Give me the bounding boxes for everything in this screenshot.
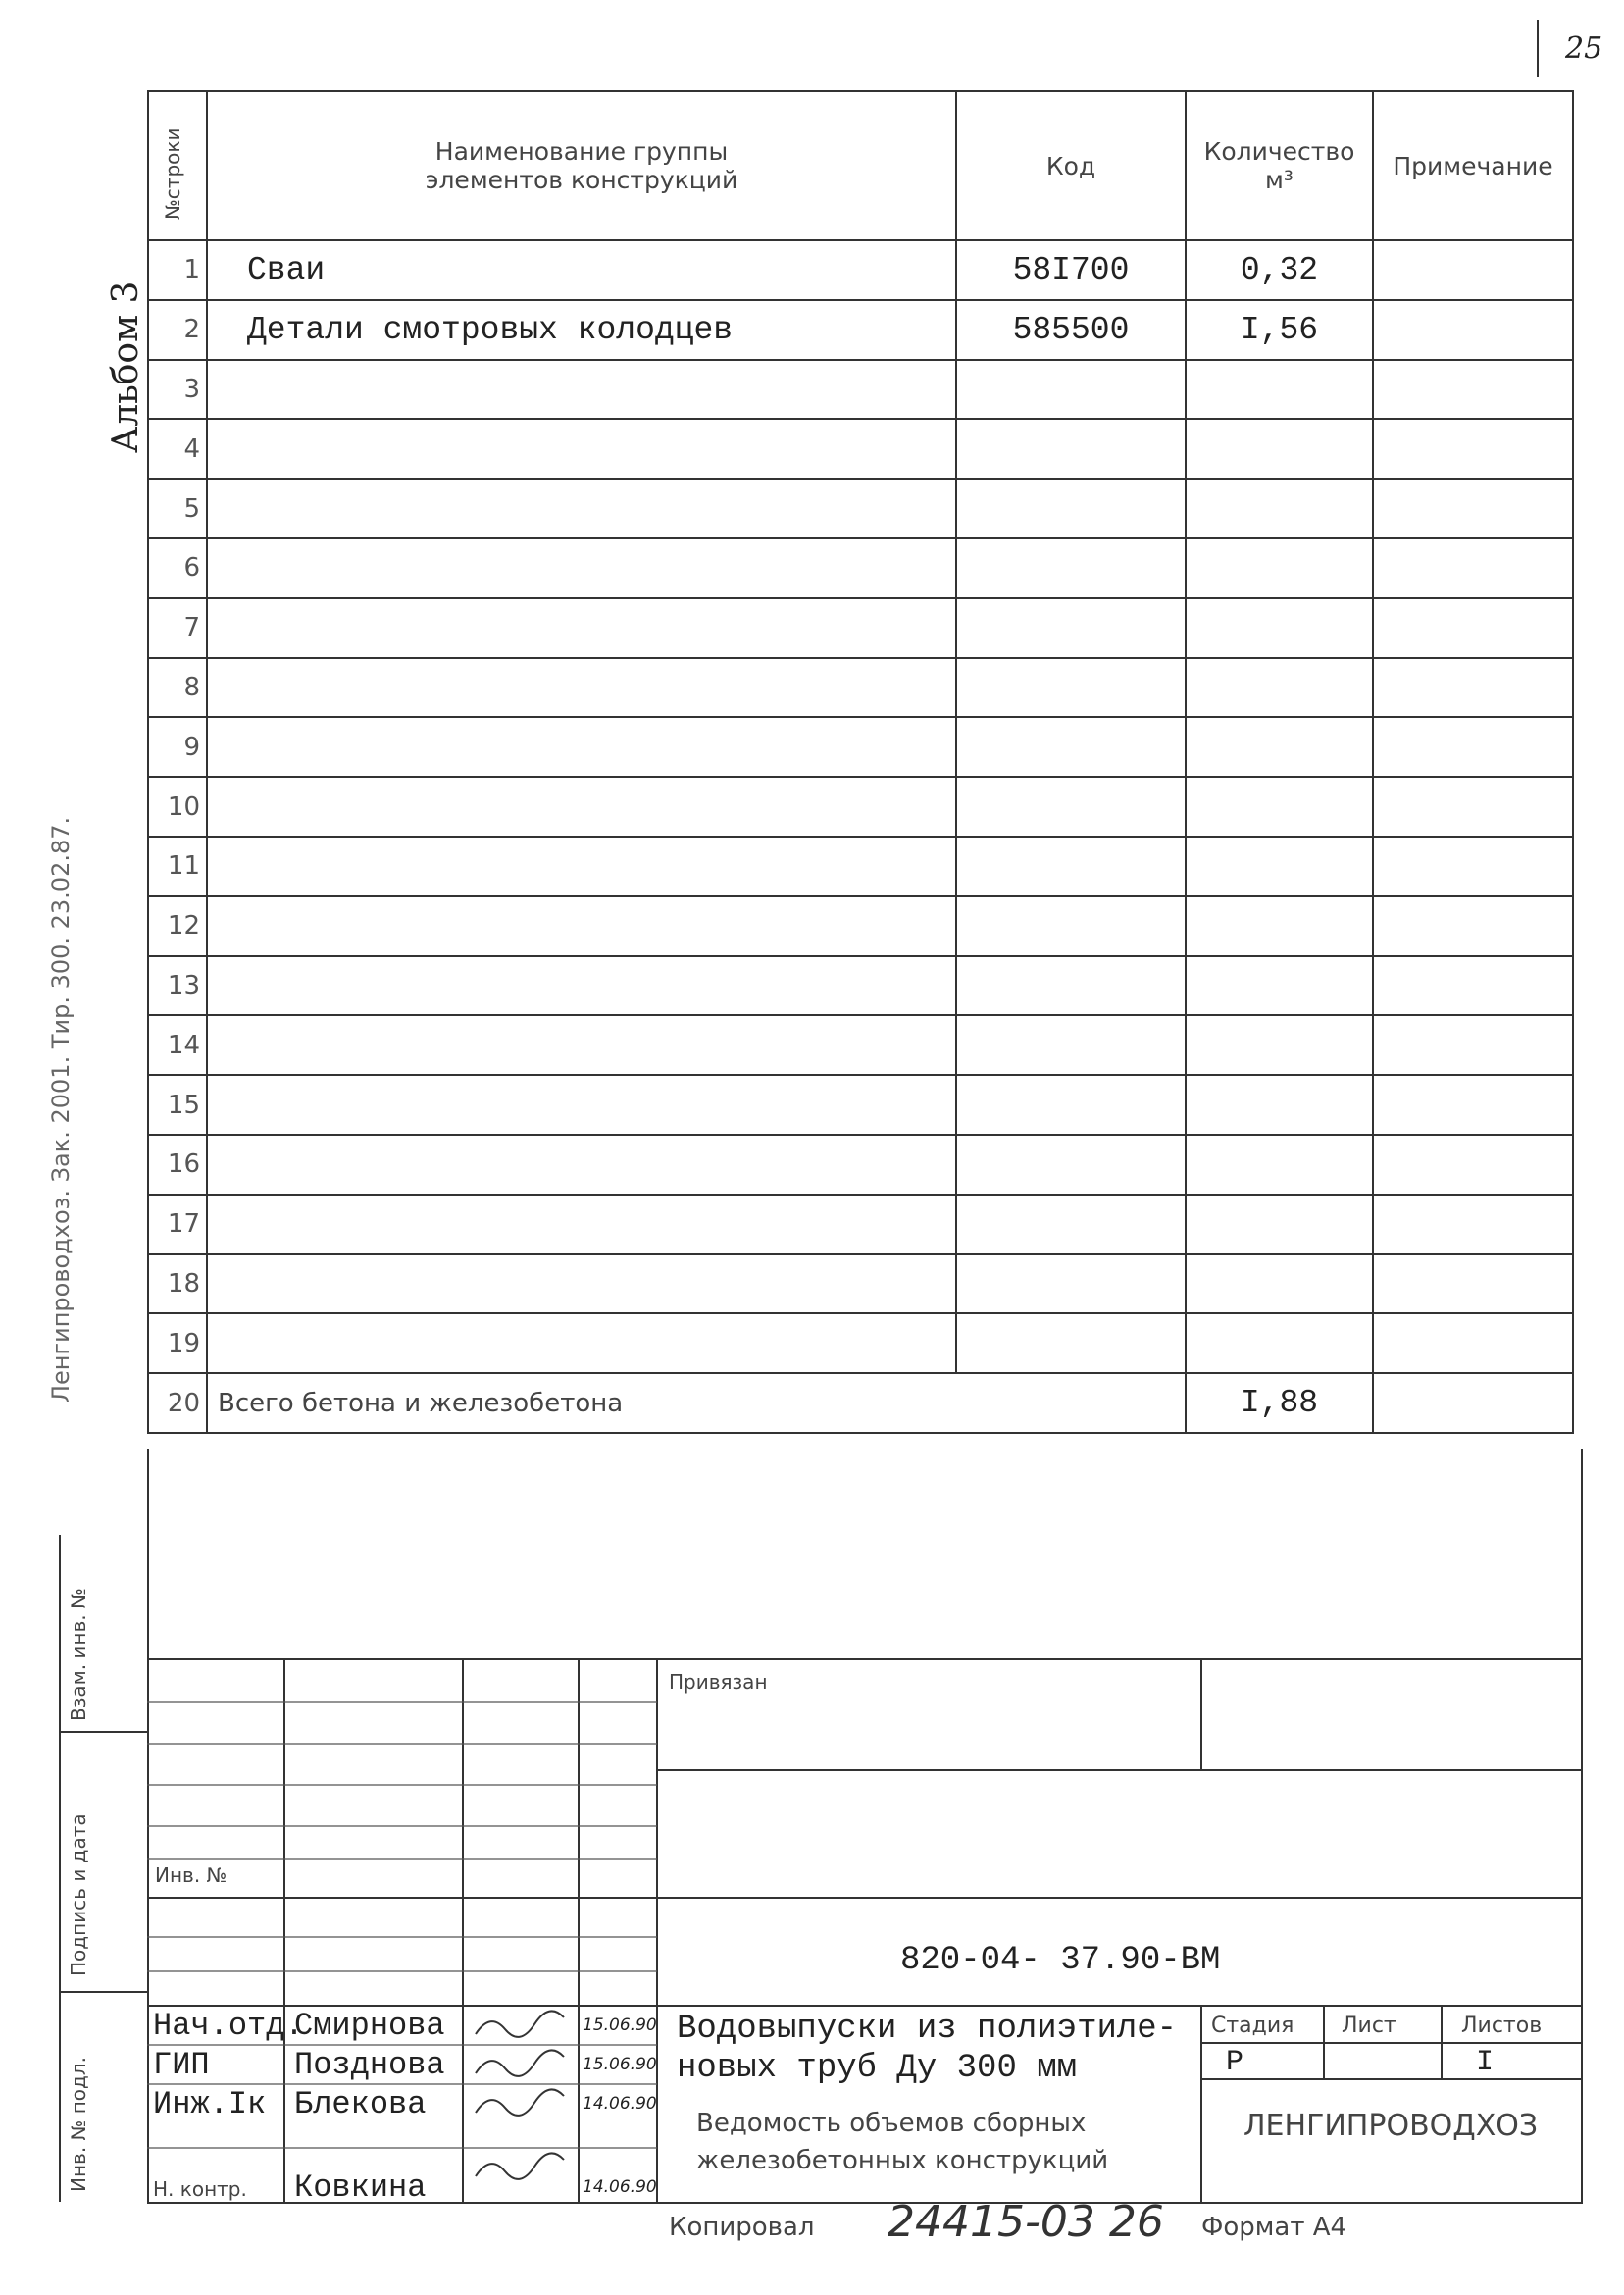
header-note: Примечание	[1373, 91, 1573, 240]
row-number: 4	[148, 419, 207, 479]
row-number: 5	[148, 479, 207, 538]
row-number: 12	[148, 896, 207, 956]
total-row-number: 20	[148, 1373, 207, 1433]
row-name: Сваи	[207, 240, 956, 300]
row-number: 14	[148, 1015, 207, 1075]
row-number: 18	[148, 1254, 207, 1314]
page-number: 25	[1565, 31, 1603, 66]
signer-date: 14.06.90	[583, 2177, 657, 2197]
handwritten-number: 24415-03 26	[888, 2197, 1164, 2247]
row-number: 15	[148, 1075, 207, 1135]
signer-role: Н. контр.	[153, 2177, 247, 2201]
row-number: 7	[148, 598, 207, 658]
header-qty: Количество м³	[1186, 91, 1373, 240]
signer-role: ГИП	[153, 2047, 210, 2083]
row-number: 17	[148, 1195, 207, 1254]
row-number: 3	[148, 360, 207, 420]
copied-label: Копировал	[669, 2213, 815, 2242]
total-label: Всего бетона и железобетона	[207, 1373, 1186, 1433]
row-qty: 0,32	[1186, 240, 1373, 300]
row-number: 16	[148, 1135, 207, 1195]
inv-podl-label: Инв. № подл.	[67, 2057, 90, 2192]
stage-label: Стадия	[1211, 2014, 1294, 2038]
stage-value: Р	[1226, 2046, 1244, 2079]
row-number: 2	[148, 300, 207, 360]
header-name: Наименование группы элементов конструкций	[207, 91, 956, 240]
sheets-label: Листов	[1461, 2014, 1543, 2038]
sheets-value: I	[1476, 2046, 1495, 2079]
privyazan-label: Привязан	[669, 1670, 768, 1694]
row-name: Детали смотровых колодцев	[207, 300, 956, 360]
total-qty: I,88	[1186, 1373, 1373, 1433]
doc-code: 820-04- 37.90-ВМ	[900, 1942, 1221, 1979]
title-line2: новых труб Ду 300 мм	[677, 2050, 1078, 2087]
row-number: 1	[148, 240, 207, 300]
signer-name: Блекова	[294, 2086, 427, 2122]
title-line1: Водовыпуски из полиэтиле-	[677, 2011, 1178, 2048]
signer-name: Смирнова	[294, 2008, 445, 2044]
signer-name: Ковкина	[294, 2169, 427, 2206]
side-note: Ленгипроводхоз. Зак. 2001. Тир. 300. 23.02.87.	[47, 816, 75, 1402]
row-qty: I,56	[1186, 300, 1373, 360]
signer-role: Инж.Iк	[153, 2086, 267, 2122]
subtitle-line2: железобетонных конструкций	[696, 2146, 1109, 2175]
row-number: 13	[148, 956, 207, 1016]
signer-date: 14.06.90	[583, 2094, 657, 2114]
header-code: Код	[956, 91, 1186, 240]
signer-name: Позднова	[294, 2047, 445, 2083]
row-number: 9	[148, 717, 207, 777]
podpis-label: Подпись и дата	[67, 1813, 90, 1976]
row-number: 11	[148, 837, 207, 896]
row-number: 6	[148, 538, 207, 598]
row-code: 58I700	[956, 240, 1186, 300]
inv-no-label: Инв. №	[155, 1863, 228, 1887]
album-label: Альбом 3	[106, 280, 146, 453]
sheet-label: Лист	[1342, 2014, 1396, 2038]
format-label: Формат А4	[1201, 2213, 1347, 2242]
row-number: 10	[148, 777, 207, 837]
row-number: 8	[148, 658, 207, 718]
row-number: 19	[148, 1313, 207, 1373]
signer-role: Нач.отд.	[153, 2008, 304, 2044]
organization: ЛЕНГИПРОВОДХОЗ	[1243, 2109, 1539, 2143]
row-code: 585500	[956, 300, 1186, 360]
subtitle-line1: Ведомость объемов сборных	[696, 2109, 1087, 2138]
signer-date: 15.06.90	[583, 2015, 657, 2035]
vzam-label: Взам. инв. №	[67, 1588, 90, 1721]
signer-date: 15.06.90	[583, 2055, 657, 2074]
header-row-no: №строки	[148, 91, 207, 240]
